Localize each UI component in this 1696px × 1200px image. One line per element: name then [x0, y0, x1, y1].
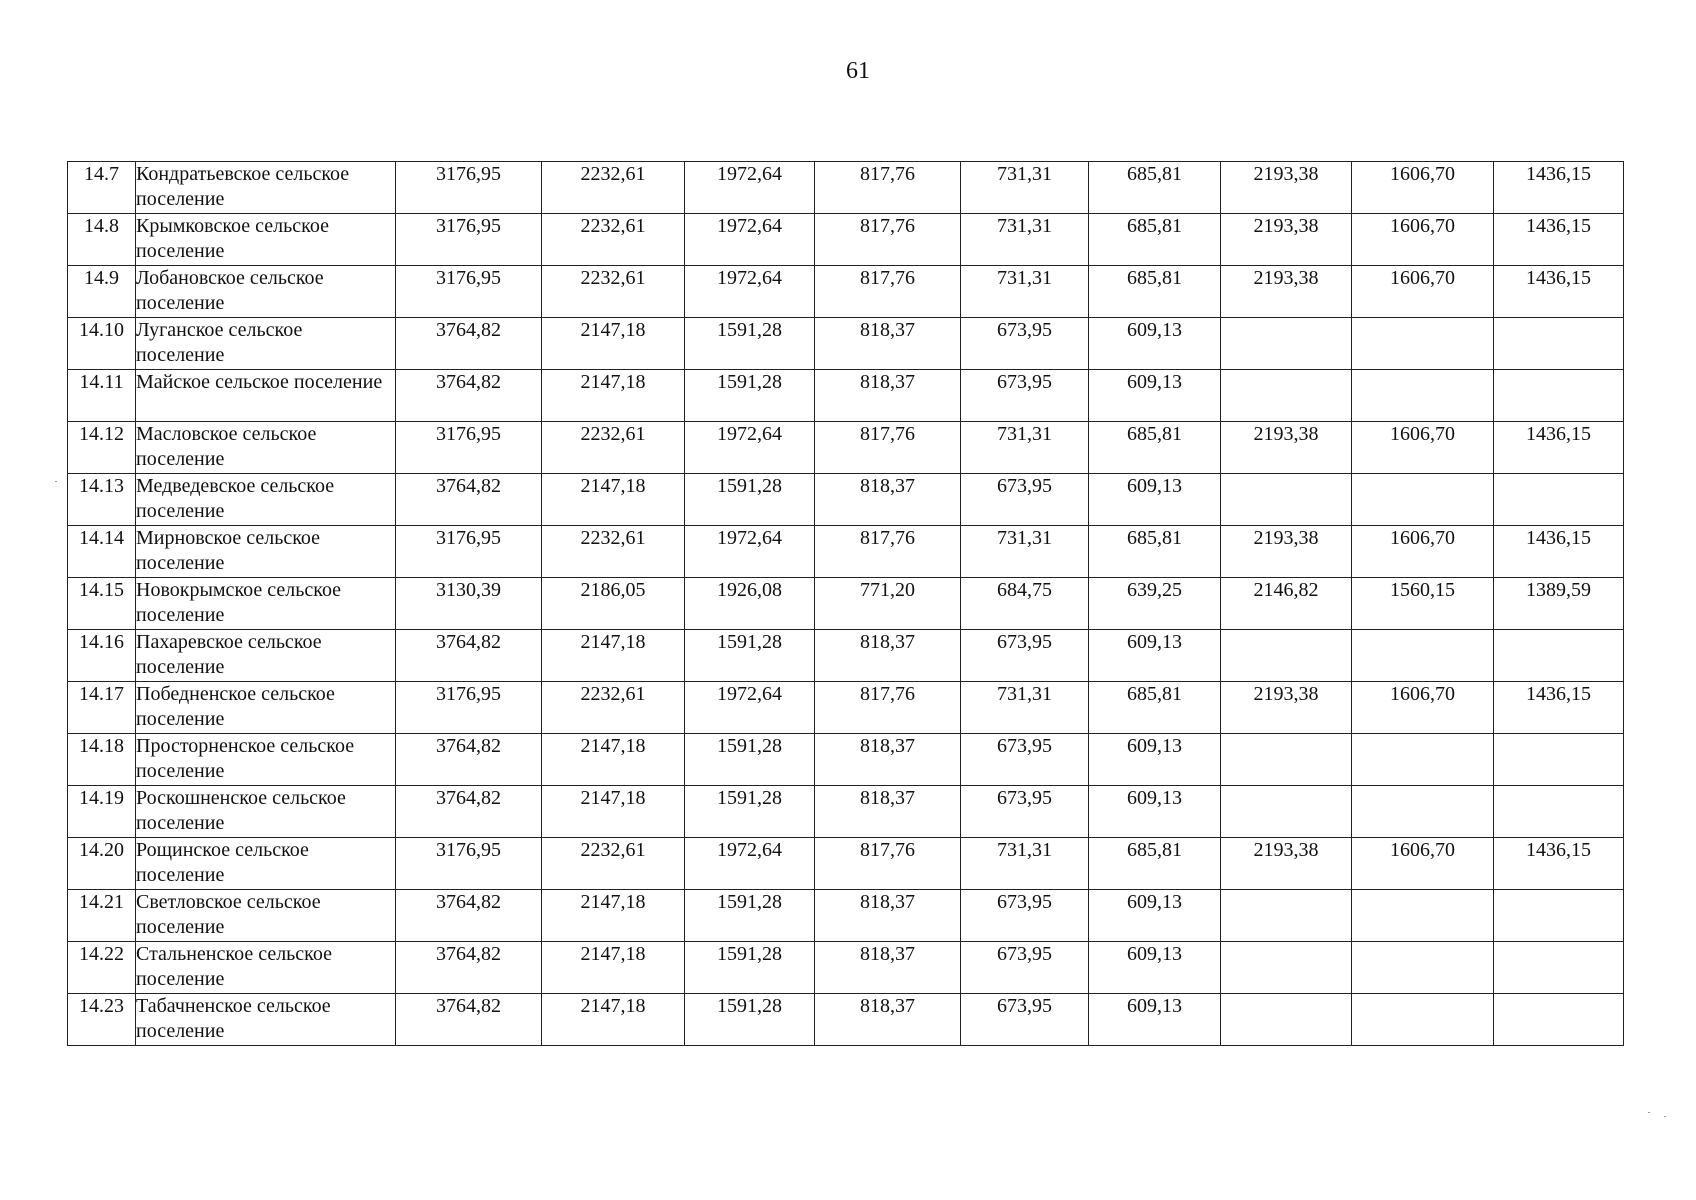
value-cell: 685,81	[1089, 162, 1221, 214]
settlement-name: Табачненское сельское поселение	[136, 994, 396, 1046]
value-cell: 817,76	[815, 214, 961, 266]
value-cell: 2193,38	[1221, 266, 1352, 318]
value-cell: 685,81	[1089, 526, 1221, 578]
value-cell: 609,13	[1089, 786, 1221, 838]
table-row	[68, 266, 1624, 318]
row-number: 14.7	[68, 162, 136, 214]
settlement-name: Рощинское сельское поселение	[136, 838, 396, 890]
value-cell	[1352, 890, 1494, 942]
table-row	[68, 786, 1624, 838]
value-cell: 1591,28	[685, 890, 815, 942]
value-cell: 1436,15	[1494, 682, 1624, 734]
value-cell: 685,81	[1089, 838, 1221, 890]
value-cell: 2147,18	[542, 942, 685, 994]
settlement-name: Новокрымское сельское поселение	[136, 578, 396, 630]
value-cell: 818,37	[815, 890, 961, 942]
value-cell: 817,76	[815, 526, 961, 578]
value-cell: 2232,61	[542, 266, 685, 318]
value-cell: 1606,70	[1352, 422, 1494, 474]
row-number: 14.11	[68, 370, 136, 422]
table-row	[68, 162, 1624, 214]
table-row	[68, 682, 1624, 734]
value-cell: 2146,82	[1221, 578, 1352, 630]
value-cell: 3176,95	[396, 214, 542, 266]
value-cell: 731,31	[961, 682, 1089, 734]
table-row	[68, 942, 1624, 994]
value-cell: 2193,38	[1221, 682, 1352, 734]
value-cell	[1352, 370, 1494, 422]
value-cell	[1221, 630, 1352, 682]
row-number: 14.15	[68, 578, 136, 630]
table-row	[68, 630, 1624, 682]
value-cell: 1560,15	[1352, 578, 1494, 630]
row-number: 14.23	[68, 994, 136, 1046]
settlement-name: Просторненское сельское поселение	[136, 734, 396, 786]
value-cell: 1926,08	[685, 578, 815, 630]
value-cell: 731,31	[961, 214, 1089, 266]
value-cell: 771,20	[815, 578, 961, 630]
value-cell: 2186,05	[542, 578, 685, 630]
value-cell: 673,95	[961, 318, 1089, 370]
value-cell: 1606,70	[1352, 162, 1494, 214]
value-cell: 817,76	[815, 266, 961, 318]
value-cell: 818,37	[815, 474, 961, 526]
value-cell: 1591,28	[685, 370, 815, 422]
value-cell	[1221, 994, 1352, 1046]
value-cell: 1591,28	[685, 318, 815, 370]
value-cell: 2193,38	[1221, 214, 1352, 266]
row-number: 14.9	[68, 266, 136, 318]
table-row	[68, 578, 1624, 630]
settlement-name: Стальненское сельское поселение	[136, 942, 396, 994]
value-cell: 673,95	[961, 994, 1089, 1046]
value-cell: 609,13	[1089, 370, 1221, 422]
value-cell: 1972,64	[685, 682, 815, 734]
value-cell: 2147,18	[542, 630, 685, 682]
value-cell: 1436,15	[1494, 162, 1624, 214]
value-cell: 1972,64	[685, 526, 815, 578]
settlement-name: Мирновское сельское поселение	[136, 526, 396, 578]
value-cell: 1389,59	[1494, 578, 1624, 630]
table-row	[68, 422, 1624, 474]
value-cell: 609,13	[1089, 318, 1221, 370]
value-cell: 2232,61	[542, 162, 685, 214]
row-number: 14.14	[68, 526, 136, 578]
value-cell: 673,95	[961, 734, 1089, 786]
value-cell: 1606,70	[1352, 214, 1494, 266]
value-cell: 731,31	[961, 838, 1089, 890]
settlement-name: Роскошненское сельское поселение	[136, 786, 396, 838]
value-cell: 818,37	[815, 786, 961, 838]
value-cell	[1221, 370, 1352, 422]
table-row	[68, 318, 1624, 370]
value-cell: 673,95	[961, 370, 1089, 422]
value-cell: 685,81	[1089, 422, 1221, 474]
value-cell: 2193,38	[1221, 422, 1352, 474]
value-cell: 685,81	[1089, 214, 1221, 266]
row-number: 14.16	[68, 630, 136, 682]
table-row	[68, 890, 1624, 942]
value-cell: 3176,95	[396, 422, 542, 474]
table-body	[68, 162, 1624, 1046]
value-cell: 818,37	[815, 318, 961, 370]
value-cell: 818,37	[815, 994, 961, 1046]
row-number: 14.22	[68, 942, 136, 994]
value-cell: 817,76	[815, 682, 961, 734]
value-cell: 3764,82	[396, 318, 542, 370]
value-cell	[1352, 786, 1494, 838]
value-cell	[1221, 942, 1352, 994]
value-cell	[1494, 370, 1624, 422]
value-cell: 3176,95	[396, 682, 542, 734]
value-cell: 1591,28	[685, 630, 815, 682]
value-cell: 2232,61	[542, 526, 685, 578]
value-cell	[1352, 994, 1494, 1046]
value-cell: 609,13	[1089, 942, 1221, 994]
value-cell: 731,31	[961, 162, 1089, 214]
value-cell	[1221, 318, 1352, 370]
value-cell: 639,25	[1089, 578, 1221, 630]
row-number: 14.8	[68, 214, 136, 266]
row-number: 14.19	[68, 786, 136, 838]
table-row	[68, 214, 1624, 266]
value-cell: 3176,95	[396, 266, 542, 318]
value-cell: 3764,82	[396, 370, 542, 422]
value-cell: 731,31	[961, 526, 1089, 578]
tariff-table	[67, 161, 1624, 1046]
value-cell: 1591,28	[685, 994, 815, 1046]
value-cell: 609,13	[1089, 994, 1221, 1046]
settlement-name: Лобановское сельское поселение	[136, 266, 396, 318]
value-cell: 1972,64	[685, 162, 815, 214]
value-cell: 1436,15	[1494, 214, 1624, 266]
value-cell: 609,13	[1089, 890, 1221, 942]
table-row	[68, 838, 1624, 890]
table-row	[68, 526, 1624, 578]
value-cell	[1221, 734, 1352, 786]
value-cell: 673,95	[961, 890, 1089, 942]
row-number: 14.17	[68, 682, 136, 734]
margin-mark	[1648, 1112, 1650, 1113]
value-cell: 2232,61	[542, 422, 685, 474]
value-cell: 817,76	[815, 838, 961, 890]
value-cell: 685,81	[1089, 682, 1221, 734]
value-cell: 1436,15	[1494, 422, 1624, 474]
value-cell	[1221, 786, 1352, 838]
value-cell	[1221, 474, 1352, 526]
value-cell: 818,37	[815, 942, 961, 994]
value-cell: 818,37	[815, 734, 961, 786]
value-cell: 684,75	[961, 578, 1089, 630]
value-cell: 1972,64	[685, 266, 815, 318]
value-cell: 1972,64	[685, 838, 815, 890]
value-cell	[1352, 942, 1494, 994]
value-cell	[1494, 734, 1624, 786]
value-cell: 3764,82	[396, 734, 542, 786]
value-cell: 2147,18	[542, 318, 685, 370]
value-cell: 731,31	[961, 422, 1089, 474]
value-cell: 2193,38	[1221, 162, 1352, 214]
value-cell: 2193,38	[1221, 526, 1352, 578]
margin-mark	[55, 481, 57, 482]
value-cell: 1972,64	[685, 214, 815, 266]
value-cell: 818,37	[815, 630, 961, 682]
value-cell	[1352, 734, 1494, 786]
value-cell: 2147,18	[542, 474, 685, 526]
value-cell	[1494, 630, 1624, 682]
value-cell: 673,95	[961, 786, 1089, 838]
value-cell: 673,95	[961, 630, 1089, 682]
value-cell	[1494, 994, 1624, 1046]
table-row	[68, 734, 1624, 786]
settlement-name: Луганское сельское поселение	[136, 318, 396, 370]
value-cell: 2232,61	[542, 838, 685, 890]
value-cell	[1221, 890, 1352, 942]
margin-mark	[1664, 1116, 1666, 1117]
value-cell: 3764,82	[396, 942, 542, 994]
value-cell	[1494, 890, 1624, 942]
row-number: 14.10	[68, 318, 136, 370]
value-cell: 3764,82	[396, 994, 542, 1046]
value-cell: 1591,28	[685, 474, 815, 526]
value-cell: 2147,18	[542, 734, 685, 786]
row-number: 14.20	[68, 838, 136, 890]
settlement-name: Победненское сельское поселение	[136, 682, 396, 734]
table-row	[68, 994, 1624, 1046]
value-cell	[1352, 474, 1494, 526]
value-cell: 3176,95	[396, 162, 542, 214]
value-cell: 2193,38	[1221, 838, 1352, 890]
value-cell: 1436,15	[1494, 838, 1624, 890]
value-cell: 1436,15	[1494, 266, 1624, 318]
row-number: 14.13	[68, 474, 136, 526]
value-cell: 1606,70	[1352, 682, 1494, 734]
settlement-name: Пахаревское сельское поселение	[136, 630, 396, 682]
value-cell: 1436,15	[1494, 526, 1624, 578]
value-cell	[1494, 318, 1624, 370]
table-row	[68, 474, 1624, 526]
value-cell: 1591,28	[685, 942, 815, 994]
value-cell	[1494, 786, 1624, 838]
row-number: 14.12	[68, 422, 136, 474]
value-cell: 731,31	[961, 266, 1089, 318]
settlement-name: Крымковское сельское поселение	[136, 214, 396, 266]
value-cell: 1972,64	[685, 422, 815, 474]
settlement-name: Кондратьевское сельское поселение	[136, 162, 396, 214]
value-cell: 2147,18	[542, 786, 685, 838]
table-row	[68, 370, 1624, 422]
settlement-name: Майское сельское поселение	[136, 370, 396, 422]
settlement-name: Медведевское сельское поселение	[136, 474, 396, 526]
value-cell: 609,13	[1089, 630, 1221, 682]
value-cell: 1606,70	[1352, 526, 1494, 578]
value-cell: 2147,18	[542, 890, 685, 942]
value-cell: 609,13	[1089, 734, 1221, 786]
page-number: 61	[846, 58, 870, 84]
value-cell: 609,13	[1089, 474, 1221, 526]
value-cell	[1352, 630, 1494, 682]
value-cell	[1494, 942, 1624, 994]
value-cell: 1591,28	[685, 734, 815, 786]
value-cell: 3764,82	[396, 630, 542, 682]
value-cell: 685,81	[1089, 266, 1221, 318]
value-cell: 817,76	[815, 422, 961, 474]
value-cell: 3176,95	[396, 838, 542, 890]
value-cell: 2232,61	[542, 682, 685, 734]
settlement-name: Масловское сельское поселение	[136, 422, 396, 474]
value-cell: 673,95	[961, 942, 1089, 994]
value-cell: 2232,61	[542, 214, 685, 266]
value-cell: 817,76	[815, 162, 961, 214]
value-cell: 3176,95	[396, 526, 542, 578]
value-cell	[1494, 474, 1624, 526]
settlement-name: Светловское сельское поселение	[136, 890, 396, 942]
value-cell: 818,37	[815, 370, 961, 422]
value-cell: 2147,18	[542, 370, 685, 422]
value-cell: 1606,70	[1352, 266, 1494, 318]
value-cell: 2147,18	[542, 994, 685, 1046]
value-cell	[1352, 318, 1494, 370]
value-cell: 3764,82	[396, 890, 542, 942]
row-number: 14.18	[68, 734, 136, 786]
value-cell: 3130,39	[396, 578, 542, 630]
row-number: 14.21	[68, 890, 136, 942]
value-cell: 1591,28	[685, 786, 815, 838]
value-cell: 1606,70	[1352, 838, 1494, 890]
value-cell: 3764,82	[396, 474, 542, 526]
value-cell: 673,95	[961, 474, 1089, 526]
value-cell: 3764,82	[396, 786, 542, 838]
